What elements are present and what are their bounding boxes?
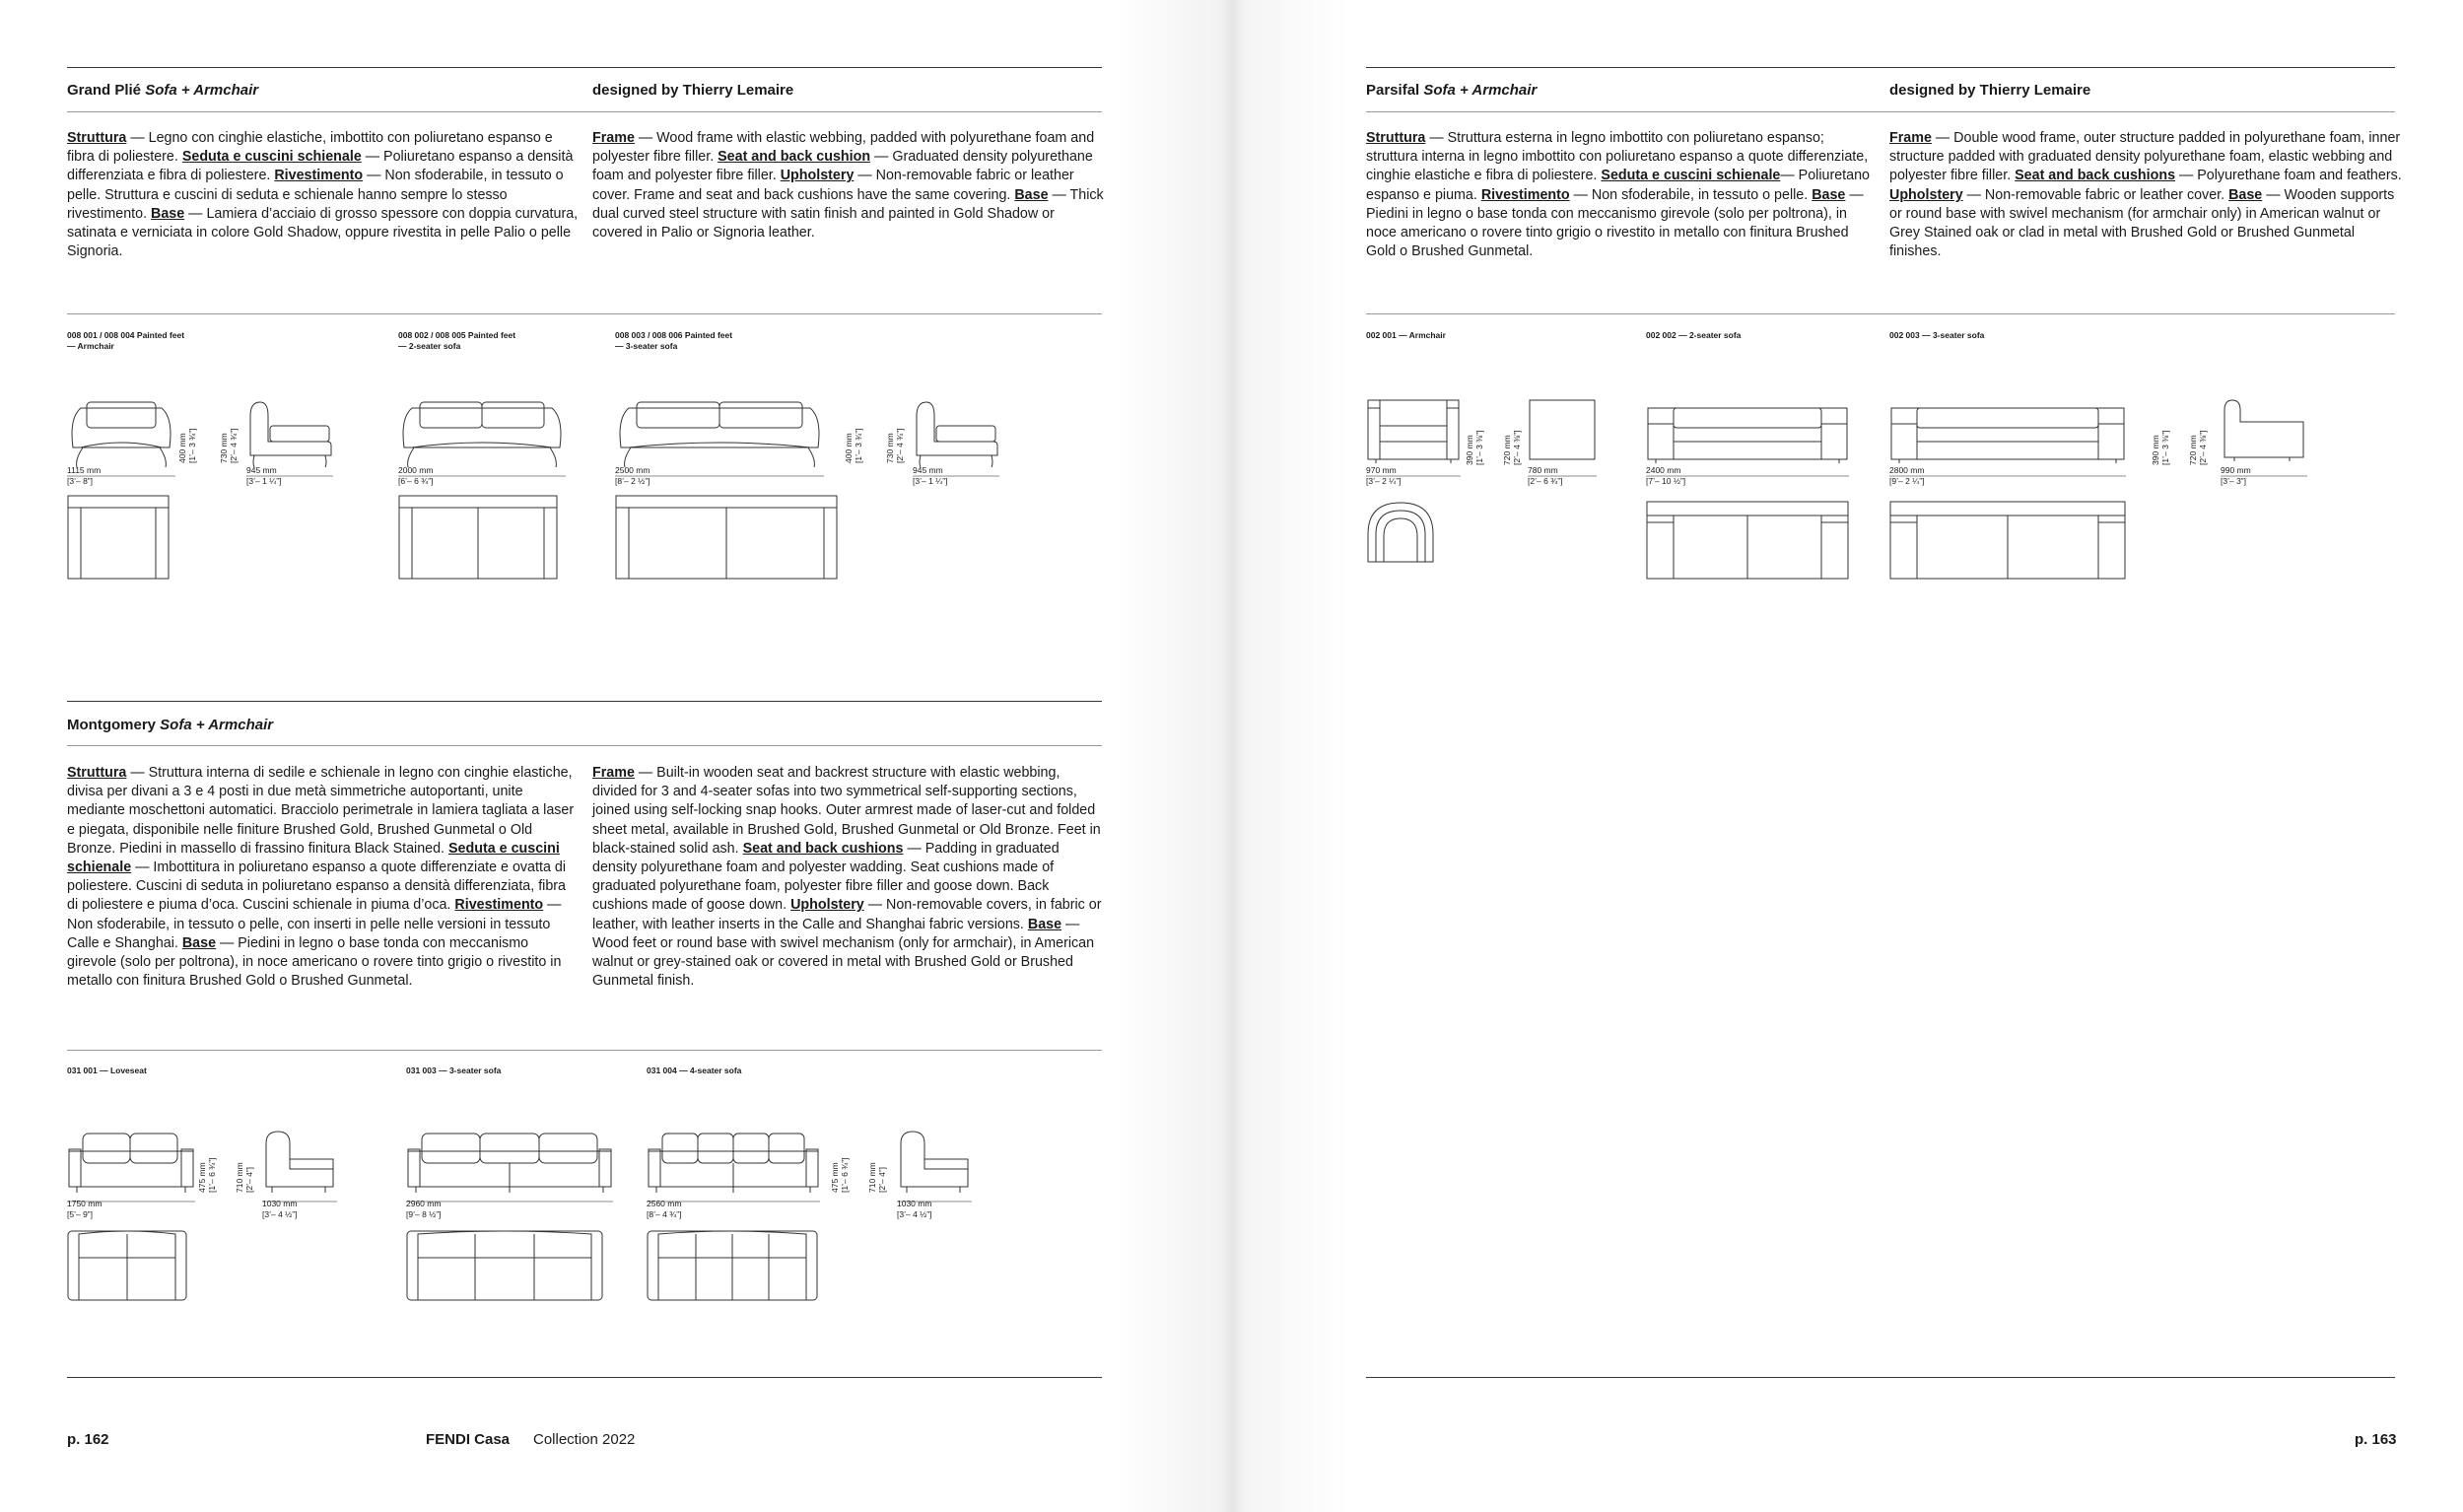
description-text: — Struttura interna di sedile e schienale in legno con cinghie elastiche, divisa per divani a 3 e 4 posti in due metà simmetriche autoportanti, unite mediante moschettoni automatici. Bracciolo perimetrale in lamiera tagliata a laser e piegata, disponibile nelle finiture Brushed Gold, Brushed Gunmetal o Old Bronze. Piedini in massello di frassino finitura Black Stained. [67,765,575,857]
description-text: — Double wood frame, outer structure padded in polyurethane foam, inner structure padded with graduated density polyurethane foam, elastic webbing and polyester fibre filler. [1889,130,2401,184]
keyword: Base [1027,916,1062,932]
montgomery-title: Montgomery Sofa + Armchair [67,717,274,733]
keyword: Seduta e cuscini schienale [67,840,560,876]
parsifal-2seater-front-drawing [1646,398,1849,463]
parsifal-2seater-plan-drawing [1646,501,1849,580]
montgomery-4seater-caption: 031 004 — 4-seater sofa [647,1065,742,1075]
montgomery-3seater-front-drawing [406,1130,613,1195]
parsifal-3seater-seat-height: 390 mm [1’– 3 ⅜”] [2151,430,2170,465]
grand-plie-armchair-front-drawing [67,398,175,469]
parsifal-3seater-caption: 002 003 — 3-seater sofa [1889,330,1985,340]
keyword: Base [1812,186,1846,203]
keyword: Frame [592,130,635,146]
grand-plie-3seater-caption: 008 003 / 008 006 Painted feet — 3-seater sofa [615,330,733,351]
grand-plie-armchair-plan-drawing [67,495,170,580]
description-text: — Piedini in legno o base tonda con meccanismo girevole (solo per poltrona), in noce americano o rovere tinto grigio o rivestito in metallo con finitura Brushed Gold o Brushed Gunmetal. [1366,186,1864,260]
parsifal-2seater-caption: 002 002 — 2-seater sofa [1646,330,1742,340]
montgomery-width-lines [0,1197,1232,1206]
parsifal-3seater-total-height: 720 mm [2’– 4 ⅜”] [2188,430,2208,465]
keyword: Base [2228,186,2263,203]
parsifal-width-lines [1232,471,2463,481]
keyword: Frame [1889,130,1932,146]
description-text: — Poliuretano espanso a densità differenziata e fibra di poliestere. [67,149,574,184]
grand-plie-title: Grand Plié Sofa + Armchair [67,82,259,99]
parsifal-description-it [1366,129,1879,261]
keyword: Struttura [67,130,127,146]
montgomery-4seater-plan-drawing [647,1230,818,1301]
parsifal-armchair-total-height: 720 mm [2’– 4 ⅜”] [1502,430,1522,465]
parsifal-3seater-width: 2800 mm [9’– 2 ¼”] [1889,465,1925,486]
parsifal-3seater-depth: 990 mm [3’– 3”] [2221,465,2251,486]
grand-plie-3seater-depth: 945 mm [3’– 1 ¼”] [913,465,948,486]
description-text: — Polyurethane foam and feathers. [2175,168,2402,184]
title-rule [67,111,1102,112]
description-text: — Non sfoderabile, in tessuto o pelle. [1569,186,1813,203]
montgomery-loveseat-caption: 031 001 — Loveseat [67,1065,147,1075]
grand-plie-2seater-front-drawing [398,398,566,469]
montgomery-4seater-seat-height: 475 mm [1’– 6 ¾”] [830,1157,850,1193]
montgomery-loveseat-total-height: 710 mm [2’– 4”] [235,1162,254,1193]
description-text: — Built-in wooden seat and backrest structure with elastic webbing, divided for 3 and 4-seater sofas into two symmetrical self-supporting sections, joined using self-locking snap hooks. Outer armrest made of laser-cut and folded sheet metal, available in Brushed Gold, Brushed Gunmetal or Old Bronze. Feet in black-stained solid ash. [592,765,1101,857]
grand-plie-description-en [592,129,1105,242]
keyword: Base [151,205,185,222]
grand-plie-3seater-total-height: 730 mm [2’– 4 ¾”] [885,428,905,463]
parsifal-armchair-caption: 002 001 — Armchair [1366,330,1446,340]
parsifal-armchair-seat-height: 390 mm [1’– 3 ⅜”] [1465,430,1484,465]
parsifal-armchair-front-drawing [1366,398,1461,463]
montgomery-description-en [592,764,1105,991]
description-text: — Non sfoderabile, in tessuto o pelle. Struttura e cuscini di seduta e schienale hanno sempre lo stesso rivestimento. [67,168,564,222]
keyword: Seat and back cushions [2015,168,2176,184]
montgomery-3seater-plan-drawing [406,1230,603,1301]
footer-rule [1366,1377,2395,1378]
parsifal-armchair-side-drawing [1528,398,1597,463]
montgomery-3seater-width: 2960 mm [9’– 8 ½”] [406,1199,442,1219]
grand-plie-armchair-caption: 008 001 / 008 004 Painted feet — Armchair [67,330,185,351]
montgomery-loveseat-front-drawing [67,1130,195,1195]
keyword: Frame [592,765,635,781]
montgomery-title-rule [67,745,1102,746]
description-text: — Graduated density polyurethane foam and polyester fibre filler. [592,149,1093,184]
keyword: Upholstery [790,897,864,914]
montgomery-drawings-rule [67,1050,1102,1051]
montgomery-3seater-caption: 031 003 — 3-seater sofa [406,1065,502,1075]
keyword: Upholstery [780,168,855,184]
description-text: — Wooden supports or round base with swivel mechanism (for armchair only) in American walnut or Grey Stained oak or clad in metal with Brushed Gold or Brushed Gunmetal finishes. [1889,186,2395,260]
grand-plie-armchair-seat-height: 400 mm [1’– 3 ¾”] [177,428,197,463]
title-rule [1366,111,2395,112]
montgomery-4seater-front-drawing [647,1130,820,1195]
description-text: — Thick dual curved steel structure with satin finish and painted in Gold Shadow or covered in Palio or Signoria leather. [592,186,1104,241]
parsifal-3seater-plan-drawing [1889,501,2126,580]
page-number: p. 162 [67,1431,109,1448]
montgomery-4seater-depth: 1030 mm [3’– 4 ½”] [897,1199,932,1219]
parsifal-armchair-width: 970 mm [3’– 2 ¼”] [1366,465,1402,486]
parsifal-designer: designed by Thierry Lemaire [1889,82,2091,99]
keyword: Rivestimento [274,168,364,184]
montgomery-loveseat-side-drawing [262,1130,337,1195]
description-text: — Non-removable fabric or leather cover. [1962,186,2229,203]
keyword: Seduta e cuscini schienale [181,149,362,166]
description-text: — Piedini in legno o base tonda con meccanismo girevole (solo per poltrona), in noce americano o rovere tinto grigio o rivestito in metallo con finitura Brushed Gold o Brushed Gunmetal. [67,934,562,990]
description-text: — Legno con cinghie elastiche, imbottito con poliuretano espanso e fibra di poliestere. [67,130,553,166]
description-text: — Wood feet or round base with swivel mechanism (only for armchair), in American walnut or grey-stained oak or covered in metal with Brushed Gold or Brushed Gunmetal finish. [592,916,1095,990]
parsifal-title: Parsifal Sofa + Armchair [1366,82,1538,99]
montgomery-description-it [67,764,580,991]
grand-plie-3seater-width: 2500 mm [8’– 2 ½”] [615,465,650,486]
right-page [1232,0,2463,1512]
description-text: — Non-removable fabric or leather cover. Frame and seat and back cushions have the same covering. [592,168,1074,203]
description-text: — Poliuretano espanso e piuma. [1366,168,1870,203]
parsifal-3seater-side-drawing [2221,398,2307,463]
grand-plie-2seater-plan-drawing [398,495,558,580]
montgomery-loveseat-width: 1750 mm [5’– 9”] [67,1199,103,1219]
description-text: — Non-removable covers, in fabric or leather, with leather inserts in the Calle and Shanghai fabric versions. [592,897,1102,932]
montgomery-4seater-width: 2560 mm [8’– 4 ¾”] [647,1199,682,1219]
grand-plie-designer: designed by Thierry Lemaire [592,82,794,99]
parsifal-3seater-front-drawing [1889,398,2126,463]
grand-plie-3seater-seat-height: 400 mm [1’– 3 ¾”] [844,428,863,463]
grand-plie-armchair-total-height: 730 mm [2’– 4 ¾”] [219,428,239,463]
description-text: — Lamiera d’acciaio di grosso spessore con doppia curvatura, satinata e verniciata in colore Gold Shadow, oppure rivestita in pelle Palio o pelle Signoria. [67,205,579,260]
description-text: — Imbottitura in poliuretano espanso a quote differenziate e ovatta di poliestere. Cuscini di seduta in poliuretano espanso a densità differenziata, fibra di poliestere e piuma d’oca. Cuscini schienale in piuma d’oca. [67,859,567,914]
grand-plie-3seater-front-drawing [615,398,824,469]
description-text: — Padding in graduated density polyurethane foam and polyester wadding. Seat cushions made of graduated polyurethane foam, polyester fibre filler and goose down. Back cushions made of goose down. [592,840,1060,914]
keyword: Struttura [67,765,127,781]
keyword: Seat and back cushions [742,840,904,857]
description-text: — Wood frame with elastic webbing, padded with polyurethane foam and polyester fibre filler. [592,130,1095,166]
montgomery-loveseat-plan-drawing [67,1230,187,1301]
montgomery-4seater-total-height: 710 mm [2’– 4”] [867,1162,887,1193]
parsifal-2seater-width: 2400 mm [7’– 10 ½”] [1646,465,1686,486]
keyword: Rivestimento [454,897,544,914]
keyword: Seduta e cuscini schienale [1601,168,1781,184]
keyword: Base [1014,186,1049,203]
keyword: Seat and back cushion [718,149,871,166]
montgomery-top-rule [67,701,1102,702]
parsifal-description-en [1889,129,2402,261]
keyword: Struttura [1366,130,1426,146]
grand-plie-armchair-side-drawing [246,396,335,469]
description-text: — Non sfoderabile, in tessuto o pelle, con inserti in pelle nelle versioni in tessuto Calle e Shanghai. [67,897,562,951]
brand-name: FENDI Casa [426,1431,511,1448]
montgomery-loveseat-depth: 1030 mm [3’– 4 ½”] [262,1199,298,1219]
top-rule [67,67,1102,68]
keyword: Base [181,934,217,951]
grand-plie-2seater-caption: 008 002 / 008 005 Painted feet — 2-seater sofa [398,330,516,351]
keyword: Upholstery [1889,186,1963,203]
grand-plie-armchair-depth: 945 mm [3’– 1 ¼”] [246,465,282,486]
grand-plie-3seater-side-drawing [913,396,1001,469]
drawings-rule [67,313,1102,314]
grand-plie-3seater-plan-drawing [615,495,838,580]
keyword: Rivestimento [1480,186,1570,203]
parsifal-swivel-base-drawing [1366,501,1435,564]
description-text: — Struttura esterna in legno imbottito con poliuretano espanso; struttura interna in legno imbottito con poliuretano espanso a quote differenziate, cinghie elastiche e fibra di poliestere. [1366,130,1869,184]
footer-rule [67,1377,1102,1378]
drawings-rule [1366,313,2395,314]
grand-plie-2seater-width: 2000 mm [6’– 6 ¾”] [398,465,434,486]
page-number: p. 163 [2355,1431,2397,1448]
montgomery-4seater-side-drawing [897,1130,972,1195]
grand-plie-armchair-width: 1115 mm [3’– 8”] [67,465,102,486]
grand-plie-description-it [67,129,580,261]
parsifal-armchair-depth: 780 mm [2’– 6 ¾”] [1528,465,1563,486]
collection-label: Collection 2022 [533,1431,636,1448]
top-rule [1366,67,2395,68]
montgomery-loveseat-seat-height: 475 mm [1’– 6 ¾”] [197,1157,217,1193]
